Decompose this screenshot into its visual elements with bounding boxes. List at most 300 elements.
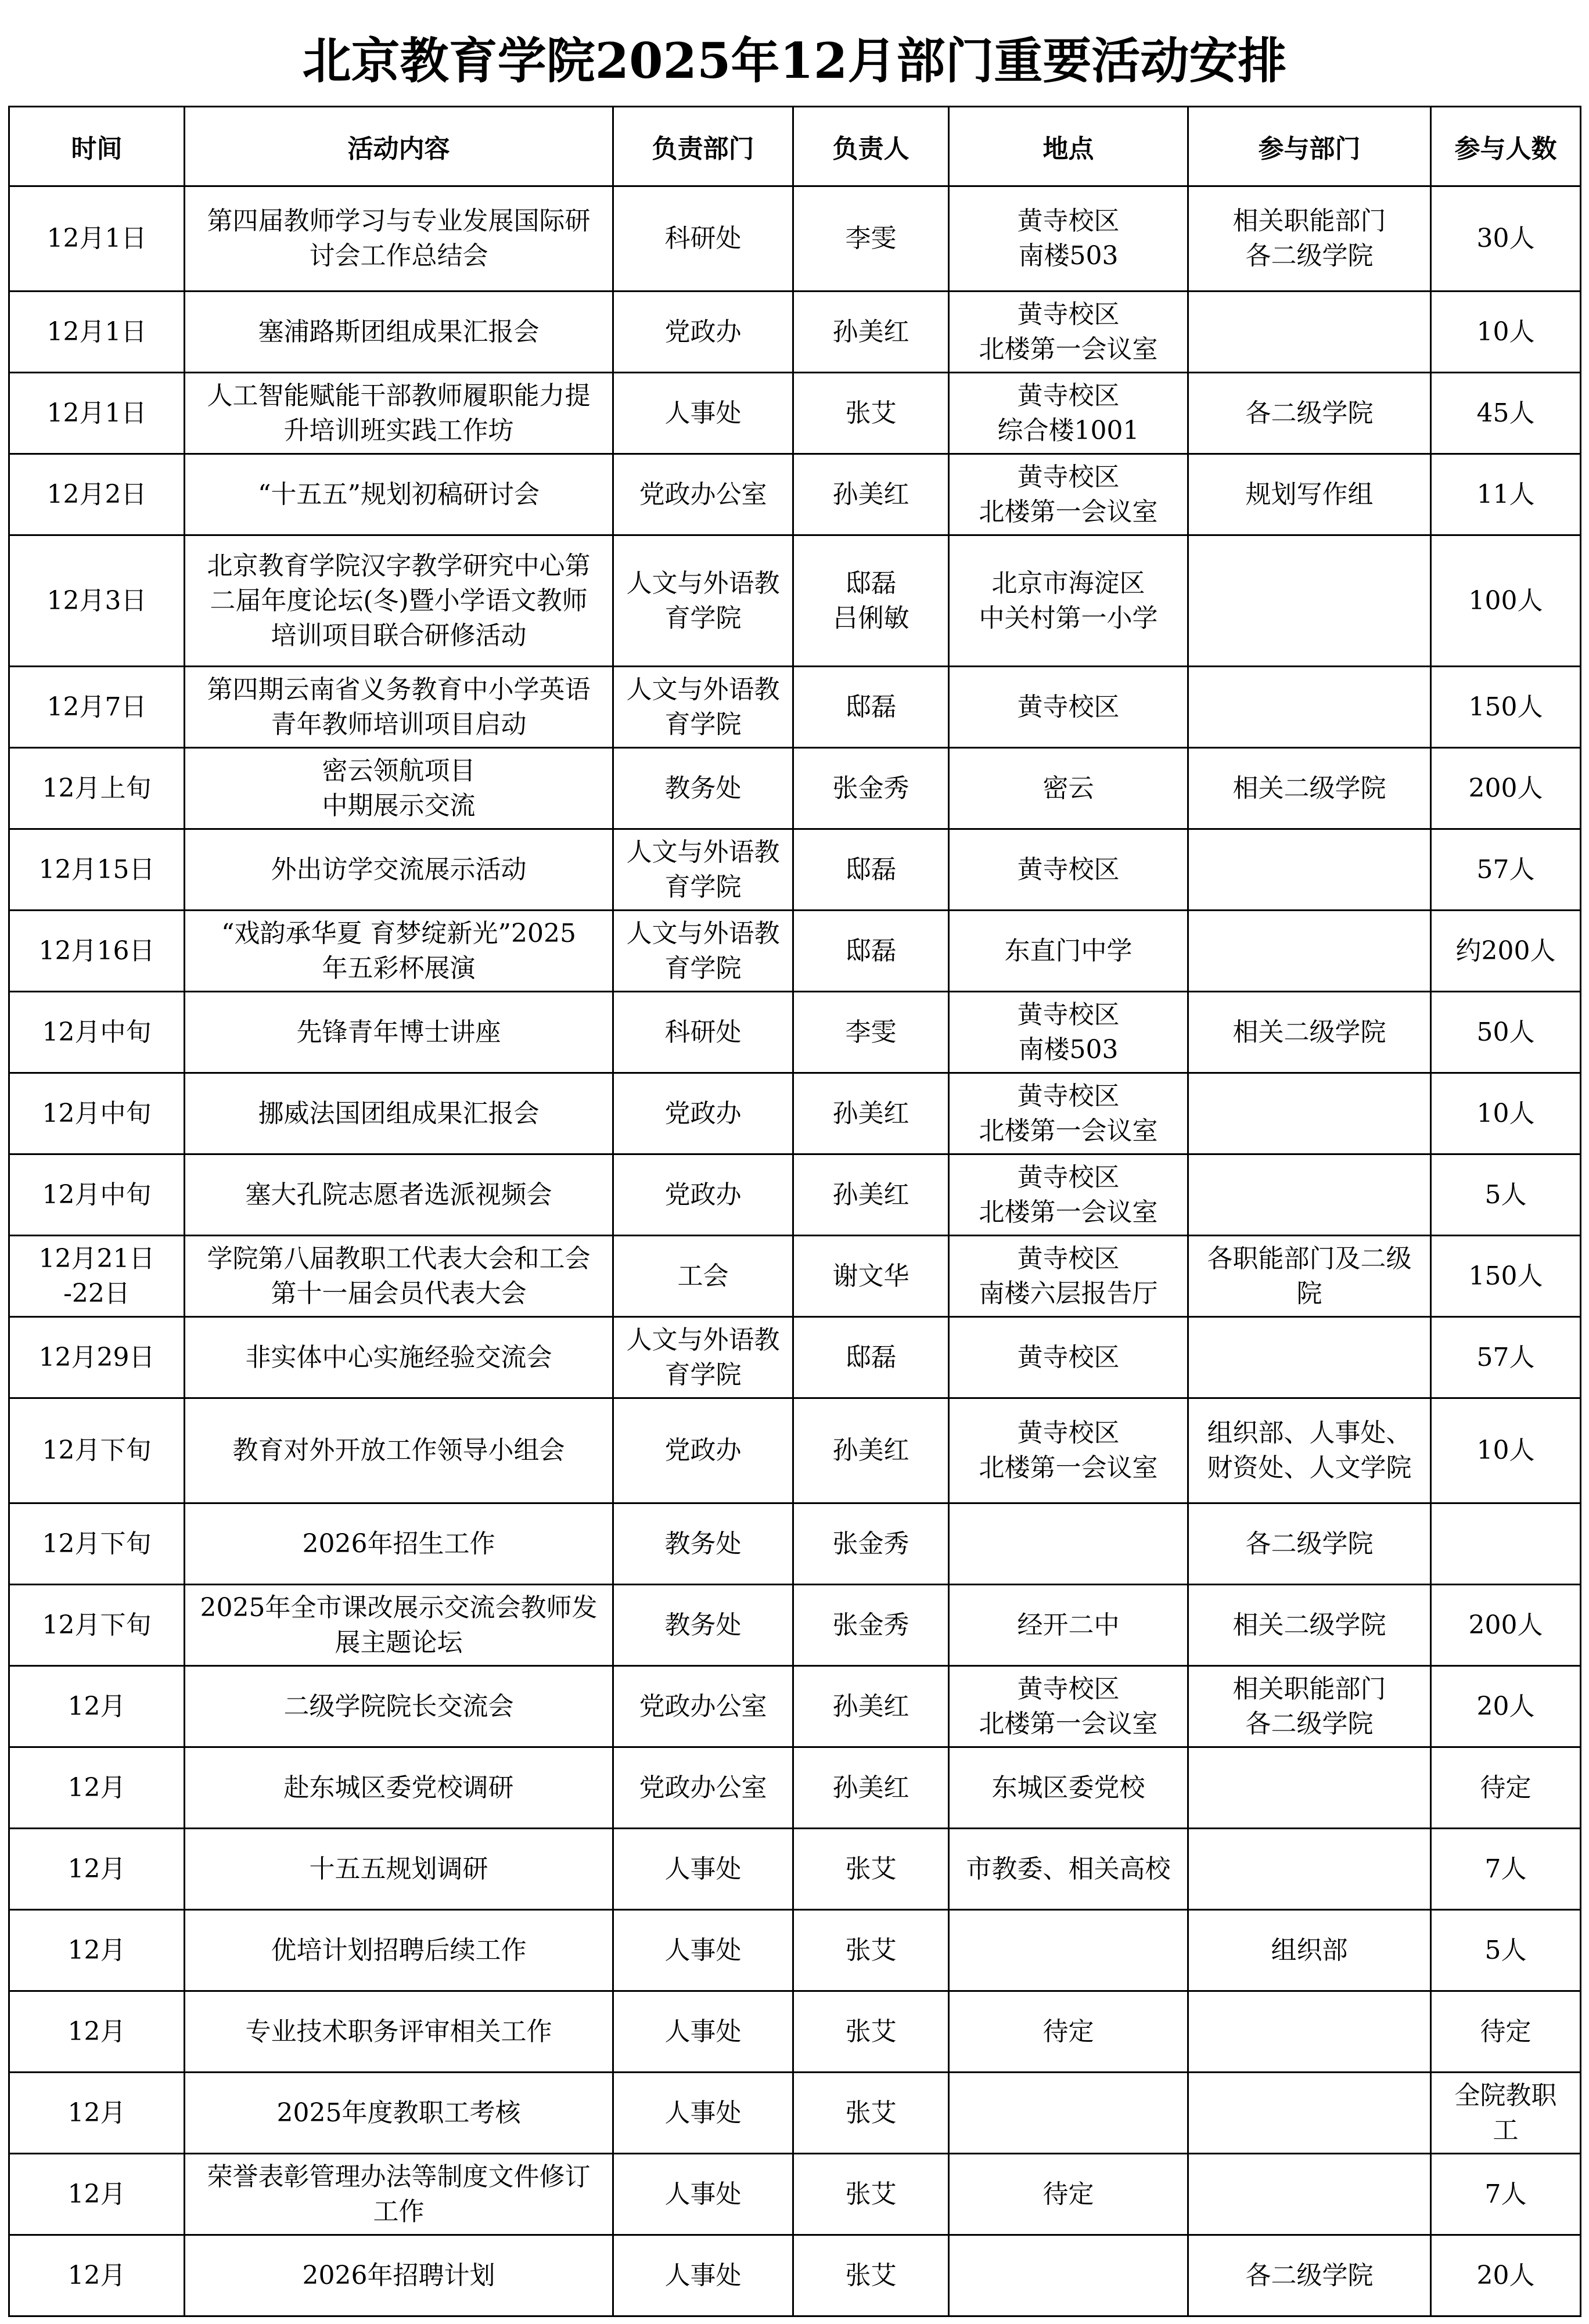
- cell-line: 孙美红: [832, 1179, 909, 1210]
- cell-partners: [1188, 1666, 1431, 1747]
- cell-line: 育学院: [664, 603, 742, 633]
- cell-line: 12月中旬: [42, 1017, 152, 1047]
- cell-count: [1431, 1747, 1581, 1829]
- cell-time: [9, 1398, 185, 1503]
- cell-line: 财资处、人文学院: [1207, 1453, 1412, 1483]
- cell-line: 12月29日: [38, 1342, 155, 1372]
- cell-partners: [1188, 911, 1431, 992]
- cell-line: 北楼第一会议室: [979, 1453, 1158, 1483]
- table-row: [9, 1154, 1581, 1236]
- cell-line: 院: [1296, 1278, 1322, 1308]
- cell-line: 人事处: [664, 1854, 742, 1884]
- cell-line: 待定: [1480, 2016, 1532, 2046]
- cell-line: 党政办公室: [639, 1772, 767, 1803]
- cell-line: 12月1日: [46, 398, 147, 428]
- header-dept: 负责部门: [613, 107, 793, 186]
- cell-line: 教务处: [664, 1610, 742, 1640]
- cell-line: 12月中旬: [42, 1098, 152, 1128]
- cell-place: [949, 1747, 1188, 1829]
- cell-line: 2025年全市课改展示交流会教师发: [200, 1592, 598, 1623]
- cell-line: 黄寺校区: [1017, 380, 1120, 411]
- cell-partners: [1188, 1317, 1431, 1398]
- table-row: [9, 829, 1581, 911]
- cell-count: [1431, 1398, 1581, 1503]
- cell-line: 人事处: [664, 2098, 742, 2128]
- cell-time: [9, 373, 185, 454]
- cell-content: [185, 829, 613, 911]
- cell-line: 12月1日: [46, 224, 147, 253]
- cell-line: 吕俐敏: [832, 603, 909, 633]
- cell-count: [1431, 2154, 1581, 2235]
- cell-line: 密云领航项目: [322, 756, 476, 786]
- cell-place: [949, 748, 1188, 829]
- cell-line: 组织部: [1271, 1935, 1348, 1965]
- cell-line: 专业技术职务评审相关工作: [245, 2016, 552, 2046]
- cell-time: [9, 829, 185, 911]
- cell-content: [185, 748, 613, 829]
- cell-owner: [793, 1073, 949, 1154]
- cell-content: [185, 1317, 613, 1398]
- cell-partners: [1188, 667, 1431, 748]
- cell-line: 外出访学交流展示活动: [271, 854, 527, 884]
- cell-line: 7人: [1484, 2179, 1527, 2209]
- cell-place: [949, 1236, 1188, 1317]
- cell-place: [949, 535, 1188, 667]
- cell-time: [9, 911, 185, 992]
- cell-owner: [793, 2235, 949, 2316]
- cell-line: 规划写作组: [1245, 479, 1374, 509]
- cell-owner: [793, 992, 949, 1073]
- cell-place: [949, 1666, 1188, 1747]
- table-row: [9, 292, 1581, 373]
- cell-owner: [793, 1829, 949, 1910]
- cell-line: 人文与外语教: [626, 918, 780, 948]
- cell-line: 黄寺校区: [1017, 206, 1120, 236]
- cell-place: [949, 1073, 1188, 1154]
- cell-dept: [613, 186, 793, 292]
- cell-content: [185, 2235, 613, 2316]
- cell-line: 孙美红: [832, 1691, 909, 1721]
- cell-line: 黄寺校区: [1017, 1418, 1120, 1448]
- cell-place: [949, 186, 1188, 292]
- table-row: [9, 1398, 1581, 1503]
- cell-line: 11人: [1476, 479, 1535, 509]
- cell-line: “戏韵承华夏 育梦绽新光”2025: [221, 918, 576, 948]
- table-row: [9, 992, 1581, 1073]
- cell-line: 人工智能赋能干部教师履职能力提: [207, 380, 591, 411]
- cell-line: 第四届教师学习与专业发展国际研: [207, 206, 591, 236]
- cell-line: 孙美红: [832, 1098, 909, 1128]
- cell-partners: [1188, 1154, 1431, 1236]
- cell-place: [949, 992, 1188, 1073]
- cell-line: 待定: [1042, 2179, 1094, 2209]
- table-row: [9, 186, 1581, 292]
- cell-line: 孙美红: [832, 1772, 909, 1803]
- cell-line: 邸磊: [845, 568, 897, 598]
- cell-count: [1431, 2073, 1581, 2154]
- cell-content: [185, 2154, 613, 2235]
- cell-time: [9, 1154, 185, 1236]
- cell-owner: [793, 829, 949, 911]
- cell-line: 张金秀: [832, 773, 909, 803]
- cell-partners: [1188, 2073, 1431, 2154]
- cell-count: [1431, 1666, 1581, 1747]
- cell-line: 人事处: [664, 2016, 742, 2046]
- cell-time: [9, 1829, 185, 1910]
- cell-dept: [613, 1829, 793, 1910]
- cell-line: 人事处: [664, 1935, 742, 1965]
- cell-line: 北京教育学院汉字教学研究中心第: [207, 551, 591, 581]
- cell-line: 人事处: [664, 2260, 742, 2290]
- cell-dept: [613, 1991, 793, 2073]
- cell-partners: [1188, 373, 1431, 454]
- cell-partners: [1188, 2235, 1431, 2316]
- cell-line: 黄寺校区: [1017, 1674, 1120, 1704]
- cell-line: 黄寺校区: [1017, 692, 1120, 722]
- table-row: [9, 1829, 1581, 1910]
- cell-time: [9, 667, 185, 748]
- cell-time: [9, 1236, 185, 1317]
- cell-line: 黄寺校区: [1017, 462, 1120, 492]
- cell-partners: [1188, 1910, 1431, 1991]
- cell-line: 党政办: [664, 1098, 742, 1128]
- cell-owner: [793, 373, 949, 454]
- cell-line: 黄寺校区: [1017, 999, 1120, 1030]
- cell-line: 12月21日: [38, 1243, 155, 1273]
- cell-line: 全院教职: [1454, 2080, 1557, 2110]
- cell-line: 育学院: [664, 872, 742, 902]
- cell-line: 12月: [67, 2016, 126, 2046]
- cell-time: [9, 2073, 185, 2154]
- cell-line: 邸磊: [845, 1342, 897, 1372]
- cell-line: 黄寺校区: [1017, 1081, 1120, 1111]
- cell-dept: [613, 1398, 793, 1503]
- cell-line: 北楼第一会议室: [979, 1116, 1158, 1146]
- cell-line: 张艾: [845, 2098, 897, 2128]
- cell-count: [1431, 1585, 1581, 1666]
- cell-partners: [1188, 2154, 1431, 2235]
- cell-line: 讨会工作总结会: [309, 241, 488, 271]
- cell-dept: [613, 2154, 793, 2235]
- cell-line: 北楼第一会议室: [979, 334, 1158, 364]
- cell-line: 12月: [67, 1935, 126, 1965]
- cell-owner: [793, 911, 949, 992]
- cell-partners: [1188, 292, 1431, 373]
- cell-owner: [793, 454, 949, 535]
- cell-line: 孙美红: [832, 316, 909, 347]
- cell-line: 育学院: [664, 709, 742, 739]
- cell-content: [185, 1154, 613, 1236]
- cell-line: 工: [1493, 2115, 1519, 2145]
- cell-line: 北楼第一会议室: [979, 1708, 1158, 1739]
- cell-line: 第四期云南省义务教育中小学英语: [207, 674, 591, 704]
- table-row: [9, 1236, 1581, 1317]
- cell-place: [949, 2073, 1188, 2154]
- header-count: 参与人数: [1431, 107, 1581, 186]
- table-header-row: [9, 107, 1581, 186]
- cell-content: [185, 1073, 613, 1154]
- cell-line: 人事处: [664, 2179, 742, 2209]
- cell-line: 10人: [1476, 1436, 1535, 1465]
- table-row: [9, 1317, 1581, 1398]
- cell-line: 先锋青年博士讲座: [296, 1017, 501, 1047]
- cell-line: 待定: [1042, 2016, 1094, 2046]
- cell-line: 优培计划招聘后续工作: [271, 1935, 527, 1965]
- cell-time: [9, 1073, 185, 1154]
- cell-dept: [613, 1236, 793, 1317]
- cell-line: 张艾: [845, 2016, 897, 2046]
- cell-line: 荣誉表彰管理办法等制度文件修订: [207, 2161, 591, 2192]
- cell-content: [185, 1747, 613, 1829]
- cell-count: [1431, 1236, 1581, 1317]
- cell-line: 12月1日: [46, 316, 147, 347]
- cell-owner: [793, 1503, 949, 1585]
- header-time: 时间: [9, 107, 185, 186]
- cell-line: 相关二级学院: [1232, 773, 1386, 803]
- cell-partners: [1188, 1503, 1431, 1585]
- cell-owner: [793, 1910, 949, 1991]
- cell-dept: [613, 1585, 793, 1666]
- cell-line: 各二级学院: [1245, 398, 1374, 428]
- cell-line: 20人: [1476, 2260, 1535, 2290]
- cell-line: 57人: [1476, 854, 1535, 884]
- cell-owner: [793, 186, 949, 292]
- cell-place: [949, 2235, 1188, 2316]
- cell-line: 相关二级学院: [1232, 1610, 1386, 1640]
- cell-time: [9, 2154, 185, 2235]
- cell-line: 东城区委党校: [991, 1772, 1145, 1803]
- cell-line: 市教委、相关高校: [966, 1854, 1171, 1884]
- cell-line: 科研处: [664, 224, 742, 253]
- cell-content: [185, 186, 613, 292]
- table-row: [9, 667, 1581, 748]
- cell-line: 工作: [373, 2196, 425, 2226]
- table-row: [9, 1585, 1581, 1666]
- cell-line: 100人: [1468, 585, 1543, 616]
- cell-place: [949, 1829, 1188, 1910]
- cell-line: 张艾: [845, 2179, 897, 2209]
- cell-dept: [613, 1073, 793, 1154]
- cell-count: [1431, 748, 1581, 829]
- table-row: [9, 1503, 1581, 1585]
- cell-line: 北楼第一会议室: [979, 497, 1158, 527]
- cell-line: 人文与外语教: [626, 837, 780, 867]
- cell-count: [1431, 667, 1581, 748]
- cell-line: 50人: [1476, 1017, 1535, 1047]
- cell-line: 各二级学院: [1245, 241, 1374, 271]
- cell-owner: [793, 1317, 949, 1398]
- cell-line: 教务处: [664, 773, 742, 803]
- cell-line: 综合楼1001: [997, 415, 1139, 445]
- cell-partners: [1188, 748, 1431, 829]
- cell-line: 待定: [1480, 1772, 1532, 1803]
- table-row: [9, 373, 1581, 454]
- cell-place: [949, 454, 1188, 535]
- cell-content: [185, 292, 613, 373]
- cell-line: 培训项目联合研修活动: [271, 620, 527, 650]
- cell-line: 12月: [67, 2179, 126, 2209]
- cell-line: 200人: [1468, 773, 1543, 803]
- cell-line: 10人: [1476, 316, 1535, 347]
- cell-content: [185, 1503, 613, 1585]
- cell-count: [1431, 1073, 1581, 1154]
- cell-content: [185, 667, 613, 748]
- cell-content: [185, 454, 613, 535]
- cell-line: 12月下旬: [42, 1436, 152, 1465]
- cell-dept: [613, 1317, 793, 1398]
- cell-dept: [613, 1503, 793, 1585]
- cell-line: 12月下旬: [42, 1610, 152, 1640]
- cell-partners: [1188, 1991, 1431, 2073]
- cell-place: [949, 1317, 1188, 1398]
- cell-content: [185, 2073, 613, 2154]
- cell-line: 12月下旬: [42, 1528, 152, 1559]
- cell-line: 57人: [1476, 1342, 1535, 1372]
- cell-line: 张艾: [845, 398, 897, 428]
- cell-time: [9, 292, 185, 373]
- cell-line: 张金秀: [832, 1610, 909, 1640]
- cell-line: 黄寺校区: [1017, 854, 1120, 884]
- cell-content: [185, 992, 613, 1073]
- cell-partners: [1188, 1585, 1431, 1666]
- cell-line: 南楼503: [1018, 1034, 1119, 1064]
- cell-owner: [793, 1236, 949, 1317]
- cell-dept: [613, 992, 793, 1073]
- cell-line: 工会: [677, 1261, 729, 1291]
- table-row: [9, 454, 1581, 535]
- cell-line: 育学院: [664, 953, 742, 983]
- cell-content: [185, 1910, 613, 1991]
- cell-line: 赴东城区委党校调研: [283, 1772, 514, 1803]
- cell-content: [185, 1829, 613, 1910]
- cell-content: [185, 1991, 613, 2073]
- cell-partners: [1188, 1236, 1431, 1317]
- cell-line: 党政办公室: [639, 1691, 767, 1721]
- cell-dept: [613, 1666, 793, 1747]
- cell-line: 青年教师培训项目启动: [271, 709, 527, 739]
- table-row: [9, 535, 1581, 667]
- table-row: [9, 911, 1581, 992]
- cell-line: 张艾: [845, 1854, 897, 1884]
- cell-time: [9, 535, 185, 667]
- cell-line: 党政办: [664, 1179, 742, 1210]
- cell-line: 12月上旬: [42, 773, 152, 803]
- cell-dept: [613, 748, 793, 829]
- cell-dept: [613, 292, 793, 373]
- cell-dept: [613, 1910, 793, 1991]
- cell-content: [185, 1666, 613, 1747]
- cell-line: 各二级学院: [1245, 2260, 1374, 2290]
- cell-line: 12月2日: [46, 479, 147, 509]
- cell-line: 党政办: [664, 316, 742, 347]
- cell-line: 10人: [1476, 1098, 1535, 1128]
- cell-time: [9, 1503, 185, 1585]
- cell-count: [1431, 911, 1581, 992]
- cell-line: 人事处: [664, 398, 742, 428]
- cell-line: 12月3日: [46, 585, 147, 616]
- cell-line: 第十一届会员代表大会: [271, 1278, 527, 1308]
- cell-count: [1431, 186, 1581, 292]
- cell-time: [9, 1317, 185, 1398]
- cell-owner: [793, 667, 949, 748]
- cell-line: 12月: [67, 2098, 126, 2128]
- cell-line: 12月中旬: [42, 1179, 152, 1210]
- cell-partners: [1188, 535, 1431, 667]
- table-body: [9, 186, 1581, 2316]
- cell-line: 孙美红: [832, 479, 909, 509]
- cell-time: [9, 1910, 185, 1991]
- cell-dept: [613, 454, 793, 535]
- cell-count: [1431, 373, 1581, 454]
- header-content: 活动内容: [185, 107, 613, 186]
- cell-partners: [1188, 992, 1431, 1073]
- cell-line: 人文与外语教: [626, 674, 780, 704]
- cell-line: 12月15日: [38, 854, 155, 884]
- cell-partners: [1188, 829, 1431, 911]
- cell-line: 升培训班实践工作坊: [283, 415, 514, 445]
- cell-place: [949, 2154, 1188, 2235]
- cell-line: 二级学院院长交流会: [283, 1691, 514, 1721]
- cell-dept: [613, 829, 793, 911]
- cell-dept: [613, 373, 793, 454]
- cell-partners: [1188, 454, 1431, 535]
- cell-line: 经开二中: [1017, 1610, 1120, 1640]
- cell-line: 2026年招生工作: [302, 1528, 495, 1559]
- cell-line: 李雯: [845, 224, 897, 253]
- cell-line: 各职能部门及二级: [1207, 1243, 1412, 1273]
- cell-owner: [793, 1991, 949, 2073]
- cell-time: [9, 748, 185, 829]
- cell-count: [1431, 1991, 1581, 2073]
- schedule-table: [8, 106, 1581, 2317]
- table-row: [9, 2235, 1581, 2316]
- cell-line: 谢文华: [832, 1261, 909, 1291]
- cell-line: 12月: [67, 1854, 126, 1884]
- cell-line: 挪威法国团组成果汇报会: [258, 1098, 540, 1128]
- cell-line: 科研处: [664, 1017, 742, 1047]
- cell-line: 相关职能部门: [1232, 206, 1386, 236]
- cell-partners: [1188, 1747, 1431, 1829]
- cell-content: [185, 535, 613, 667]
- cell-line: 东直门中学: [1004, 936, 1133, 966]
- cell-line: 张金秀: [832, 1528, 909, 1559]
- cell-line: 非实体中心实施经验交流会: [245, 1342, 552, 1372]
- cell-line: 张艾: [845, 2260, 897, 2290]
- cell-line: 塞大孔院志愿者选派视频会: [245, 1179, 552, 1210]
- cell-line: 人文与外语教: [626, 568, 780, 598]
- cell-line: 组织部、人事处、: [1207, 1418, 1412, 1448]
- cell-place: [949, 373, 1188, 454]
- cell-partners: [1188, 1829, 1431, 1910]
- cell-line: 2026年招聘计划: [302, 2260, 495, 2290]
- cell-owner: [793, 2154, 949, 2235]
- table-row: [9, 1666, 1581, 1747]
- cell-line: 北京市海淀区: [991, 568, 1145, 598]
- cell-line: 12月: [67, 2260, 126, 2290]
- cell-line: 2025年度教职工考核: [276, 2098, 521, 2128]
- cell-count: [1431, 2235, 1581, 2316]
- cell-line: 南楼六层报告厅: [979, 1278, 1158, 1308]
- cell-line: 黄寺校区: [1017, 1243, 1120, 1273]
- cell-owner: [793, 1398, 949, 1503]
- cell-line: 党政办公室: [639, 479, 767, 509]
- cell-place: [949, 1991, 1188, 2073]
- table-row: [9, 1910, 1581, 1991]
- cell-line: 密云: [1042, 773, 1094, 803]
- cell-place: [949, 292, 1188, 373]
- cell-owner: [793, 535, 949, 667]
- cell-line: 年五彩杯展演: [322, 953, 476, 983]
